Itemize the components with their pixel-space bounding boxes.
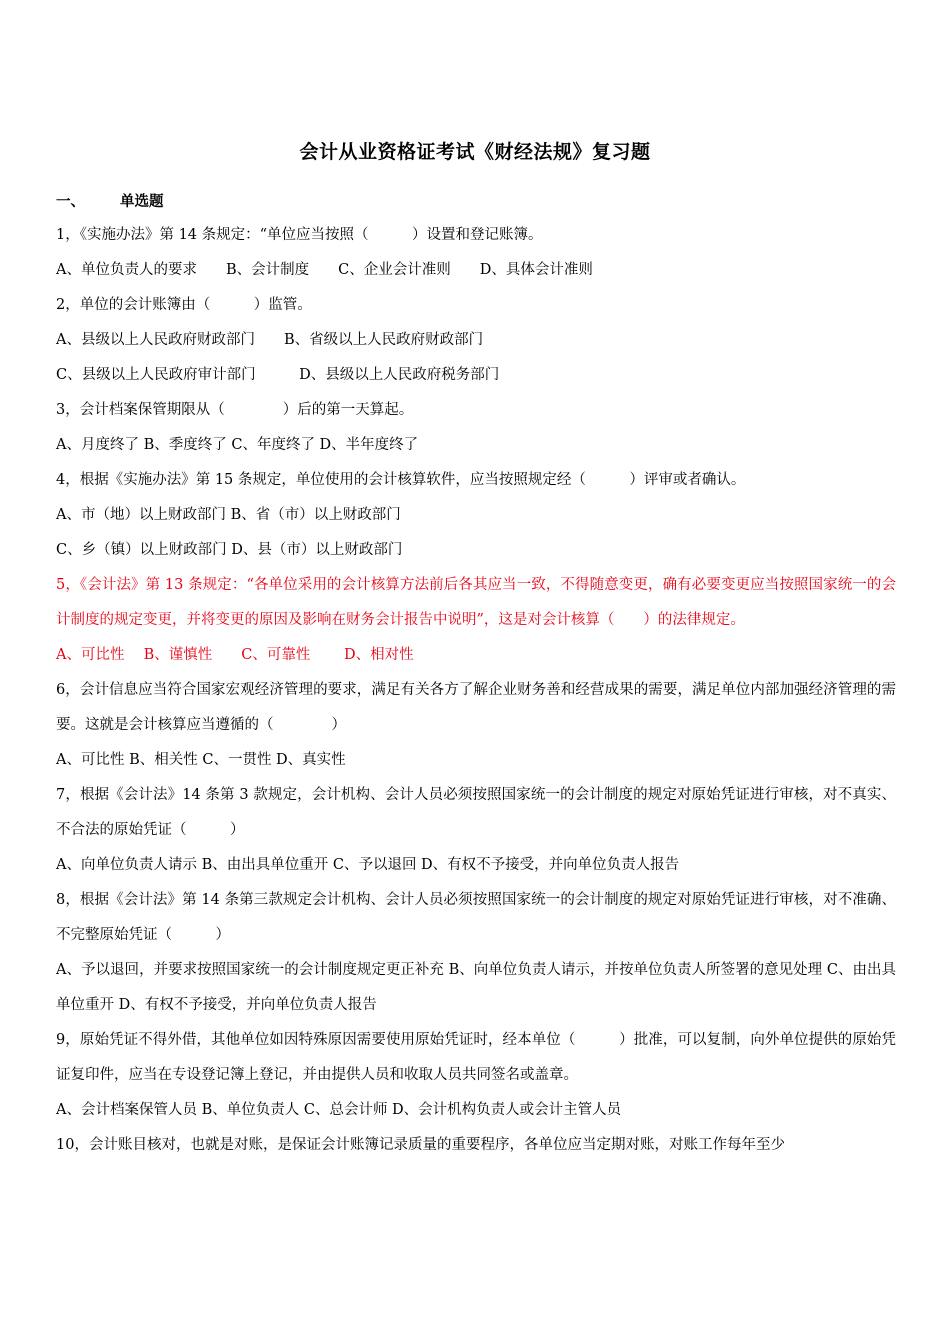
question-1-options: A、单位负责人的要求 B、会计制度 C、企业会计准则 D、具体会计准则 [56, 262, 593, 278]
question-1-stem: 1，《实施办法》第 14 条规定：“单位应当按照（ ）设置和登记账簿。 [56, 227, 543, 243]
question-4-options-ab: A、市（地）以上财政部门 B、省（市）以上财政部门 [56, 507, 401, 523]
question-9-options: A、会计档案保管人员 B、单位负责人 C、总会计师 D、会计机构负责人或会计主管人员 [56, 1102, 622, 1118]
question-2-options-ab: A、县级以上人民政府财政部门 B、省级以上人民政府财政部门 [56, 332, 484, 348]
question-2-options-cd: C、县级以上人民政府审计部门 D、县级以上人民政府税务部门 [56, 367, 500, 383]
section-title: 单选题 [120, 194, 164, 210]
question-4-stem: 4，根据《实施办法》第 15 条规定，单位使用的会计核算软件，应当按照规定经（ ）评审或者确认。 [56, 472, 746, 488]
question-10-stem: 10，会计账目核对，也就是对账，是保证会计账簿记录质量的重要程序，各单位应当定期对账，对账工作每年至少 [56, 1137, 785, 1153]
question-6-options: A、可比性 B、相关性 C、一贯性 D、真实性 [56, 752, 346, 768]
question-9-stem: 9，原始凭证不得外借，其他单位如因特殊原因需要使用原始凭证时，经本单位（ ）批准，可以复制，向外单位提供的原始凭证复印件，应当在专设登记簿上登记，并由提供人员和收取人员共同签名或盖章。 [56, 1032, 896, 1083]
question-8-options: A、予以退回，并要求按照国家统一的会计制度规定更正补充 B、向单位负责人请示，并按单位负责人所签署的意见处理 C、由出具单位重开 D、有权不予接受，并向单位负责人报告 [56, 962, 896, 1013]
question-3-stem: 3，会计档案保管期限从（ ）后的第一天算起。 [56, 402, 414, 418]
document-title: 会计从业资格证考试《财经法规》复习题 [299, 141, 651, 163]
question-7-options: A、向单位负责人请示 B、由出具单位重开 C、予以退回 D、有权不予接受，并向单位负责人报告 [56, 857, 680, 873]
section-heading [56, 190, 164, 211]
question-3-options: A、月度终了 B、季度终了 C、年度终了 D、半年度终了 [56, 437, 419, 453]
question-5-options-highlighted: A、可比性 B、谨慎性 C、可靠性 D、相对性 [56, 647, 414, 663]
question-8-stem: 8，根据《会计法》第 14 条第三款规定会计机构、会计人员必须按照国家统一的会计制度的规定对原始凭证进行审核，对不准确、不完整原始凭证（ ） [56, 892, 896, 943]
document-body [56, 218, 896, 1163]
question-4-options-cd: C、乡（镇）以上财政部门 D、县（市）以上财政部门 [56, 542, 403, 558]
section-number: 一、 [56, 194, 85, 210]
question-6-stem: 6，会计信息应当符合国家宏观经济管理的要求，满足有关各方了解企业财务善和经营成果的需要，满足单位内部加强经济管理的需要。这就是会计核算应当遵循的（ ） [56, 682, 896, 733]
question-2-stem: 2，单位的会计账簿由（ ）监管。 [56, 297, 312, 313]
question-7-stem: 7，根据《会计法》14 条第 3 款规定，会计机构、会计人员必须按照国家统一的会计制度的规定对原始凭证进行审核，对不真实、不合法的原始凭证（ ） [56, 787, 896, 838]
question-5-stem-highlighted: 5，《会计法》第 13 条规定：“各单位采用的会计核算方法前后各其应当一致，不得随意变更，确有必要变更应当按照国家统一的会计制度的规定变更，并将变更的原因及影响在财务会计报告中说明”，这是对会计核算（ ）的法律规定。 [56, 577, 896, 628]
